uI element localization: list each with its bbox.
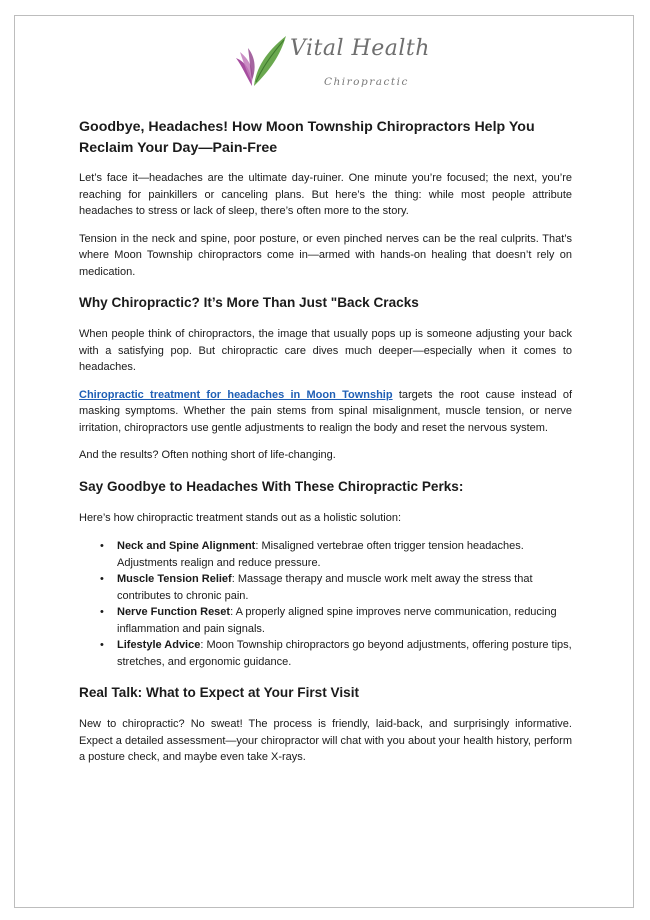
list-item	[79, 538, 572, 571]
leaf-logo-icon	[232, 30, 292, 90]
section1-paragraph-1: When people think of chiropractors, the image that usually pops up is someone adjusting your back with a satisfying pop. But chiropractic care dives much deeper—especially when it comes to headaches.	[79, 328, 572, 373]
intro-paragraph-1: Let’s face it—headaches are the ultimate day-ruiner. One minute you’re focused; the next, you’re reaching for painkillers or canceling plans. But here’s the thing: while most people attribute headaches to stress or lack of sleep, there’s often more to the story.	[79, 172, 572, 217]
list-item-text: : Massage therapy and muscle work melt away the stress that contributes to chronic pain.	[117, 573, 533, 602]
intro-paragraph-2: Tension in the neck and spine, poor posture, or even pinched nerves can be the real culprits. That’s where Moon Township chiropractors come in—armed with hands-on healing that doesn’t rely on medication.	[79, 232, 572, 278]
bullet-icon: •	[100, 540, 104, 552]
list-item-text: : Moon Township chiropractors go beyond adjustments, offering posture tips, stretches, and ergonomic guidance.	[117, 639, 572, 668]
section-heading-why-chiropractic: Why Chiropractic? It’s More Than Just "Back Cracks	[79, 295, 419, 310]
article-title: Goodbye, Headaches! How Moon Township Chiropractors Help You Reclaim Your Day—Pain-Free	[79, 119, 535, 156]
perks-intro: Here’s how chiropractic treatment stands out as a holistic solution:	[79, 511, 402, 524]
bullet-icon: •	[100, 606, 104, 618]
treatment-link[interactable]: Chiropractic treatment for headaches in Moon Township	[79, 388, 393, 401]
list-item	[79, 637, 572, 670]
brand-tagline: Chiropractic	[324, 76, 409, 88]
list-item	[79, 604, 572, 637]
list-item-term: Neck and Spine Alignment	[117, 540, 256, 552]
section1-paragraph-3: And the results? Often nothing short of life-changing.	[79, 449, 336, 461]
section1-paragraph-2	[79, 387, 572, 437]
bullet-icon: •	[100, 639, 104, 651]
list-item-term: Muscle Tension Relief	[117, 573, 232, 585]
perks-list	[79, 538, 572, 670]
section1-paragraph-2-text: targets the root cause instead of masking symptoms. Whether the pain stems from spinal misalignment, muscle tension, or nerve irritation, chiropractors use gentle adjustments to realign the body and reset the nervous system.	[79, 388, 572, 434]
brand-logo	[232, 30, 432, 100]
list-item-term: Lifestyle Advice	[117, 639, 201, 651]
brand-name: Vital Health	[290, 36, 430, 61]
section-heading-perks: Say Goodbye to Headaches With These Chiropractic Perks:	[79, 478, 464, 494]
list-item-term: Nerve Function Reset	[117, 606, 231, 618]
list-item	[79, 571, 572, 604]
bullet-icon: •	[100, 573, 104, 585]
section-heading-first-visit: Real Talk: What to Expect at Your First Visit	[79, 685, 359, 700]
list-item-text: : Misaligned vertebrae often trigger tension headaches. Adjustments realign and reduce pressure.	[117, 540, 524, 569]
article-body	[79, 117, 572, 766]
first-visit-paragraph: New to chiropractic? No sweat! The process is friendly, laid-back, and surprisingly informative. Expect a detailed assessment—your chiropractor will chat with you about your health history, perform a posture check, and maybe even take X-rays.	[79, 718, 572, 763]
list-item-text: : A properly aligned spine improves nerve communication, reducing inflammation and pain signals.	[117, 606, 557, 635]
